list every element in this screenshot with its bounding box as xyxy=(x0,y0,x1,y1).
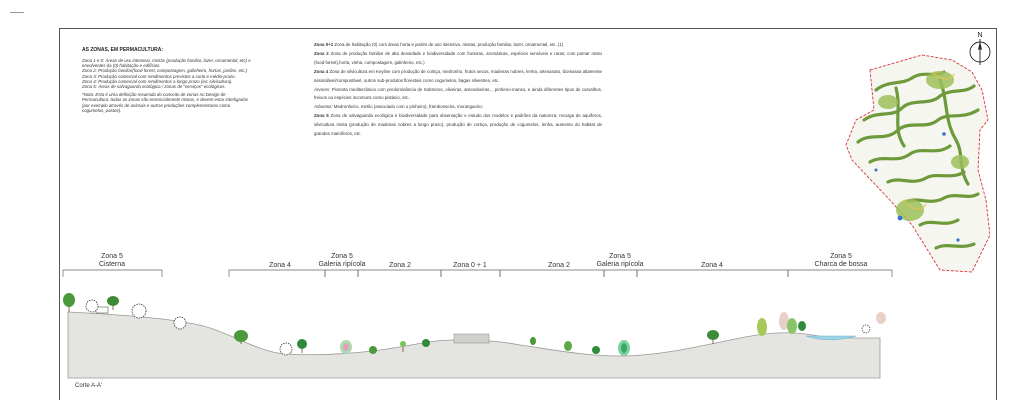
tree xyxy=(340,340,352,354)
cistern-tank xyxy=(96,307,108,313)
zone-bracket-z5-galeria-left xyxy=(325,270,358,277)
building-block xyxy=(454,334,489,343)
zone-label-line: Zona 5 xyxy=(830,253,852,260)
desc-head: Zona 2 xyxy=(314,50,329,56)
zone-bracket-z5-cisterna xyxy=(63,270,162,277)
zone-label-z5-galeria-right xyxy=(588,253,652,269)
zone-label-z01 xyxy=(438,262,502,270)
tree xyxy=(297,339,307,353)
north-label: N xyxy=(977,32,983,39)
zone-label-line: Charca de bossa xyxy=(814,261,868,268)
section-caption: Corte A-A' xyxy=(75,383,103,389)
zone-label-line: Zona 0 + 1 xyxy=(453,262,487,269)
zones-legend-line: Zona 3: Produção comercial com rendimentos previstos a curto e médio-prazo. xyxy=(82,73,236,79)
desc-head: Arbustos: xyxy=(314,104,333,110)
tree xyxy=(757,318,767,336)
tree xyxy=(530,337,536,345)
tree xyxy=(862,325,870,333)
zone-label-line: Zona 2 xyxy=(548,262,570,269)
zone-label-line: Zona 4 xyxy=(701,262,723,269)
zone-label-line: Galeria ripícola xyxy=(596,261,644,268)
zone-label-z5-galeria-left xyxy=(310,253,374,269)
tree xyxy=(564,341,572,351)
zones-note-line: (por exemplo através de animais e outras produções complementares como xyxy=(82,102,231,108)
desc-text: Zona de silvicultura em Keyline com produção de cortiça, medronho, frutos secos, madeiras nobres, lenha, artesanato, biomassa altamente assimilável/compostável, outros sub-produtos florestais como cogumelos, bagas silvestres, etc. xyxy=(314,68,602,83)
zone-label-z2-left xyxy=(368,262,432,270)
tree xyxy=(107,296,119,310)
desc-text: Medronheiro, mirtilo (associado com o pinheiro), framboeseira, morangueiro; xyxy=(333,104,483,110)
zone-label-z5-charca xyxy=(806,253,876,269)
zones-legend-line: Zona 1 e 0: Áreas de uso intensivo, mistas (produção familiar, lazer, ornamental, etc) e xyxy=(82,58,251,63)
tree xyxy=(174,317,186,329)
desc-text: Floresta mediterrânica com predominância de Sobreiros, oliveiras, amendoeiras, , pinheiro-manso, e ainda diferentes tipos de carvalhos, freixos ou espécies incomuns como pistácio, etc.. xyxy=(314,86,602,101)
zone-brackets xyxy=(63,270,892,277)
zone-bracket-z01 xyxy=(441,270,500,277)
zone-bracket-z4-right xyxy=(637,270,788,277)
zone-bracket-z2-right xyxy=(500,270,604,277)
tree xyxy=(707,330,719,344)
desc-text: Zona de salvaguarda ecológica e biodiversidade para observação e estudo dos modelos e padrões da natureza; recarga de aquíferos, silvicultura mista (produção de madeiras nobres a longo prazo), produção de cortiça, produção de cogumelos, lenha, aumento do habitat de grandes mamíferos, etc. xyxy=(314,113,602,137)
zones-legend-line: Zona 4: Produção comercial com rendimentos a longo prazo (ex: silvicultura). xyxy=(82,78,233,84)
zones-legend-line: envolventes da (0) habitação e edifícios. xyxy=(82,63,161,69)
zones-legend-line: Zona 2: Produção familiar(food-forest, compostagem, galinheiro, hortas, jardins, etc.) xyxy=(82,68,248,74)
desc-head: Árvores: xyxy=(314,86,331,92)
zones-legend-line: Zona 5: Áreas de salvaguarda ecológica / zonas de "serviços" ecológicos. xyxy=(82,84,226,90)
zones-note-line: cogumelos, pastos). xyxy=(82,107,122,113)
tree xyxy=(787,318,797,334)
zone-bracket-z5-galeria-right xyxy=(604,270,637,277)
zone-label-z2-right xyxy=(527,262,591,270)
zones-legend-title: AS ZONAS, EM PERMACULTURA: xyxy=(82,47,164,53)
tree xyxy=(618,340,630,356)
zone-label-z4-left xyxy=(248,262,312,270)
tree xyxy=(63,293,75,312)
desc-text: Zona de habitação (0) com áreas horta e jardim de uso intensivo, mistas, produção familiar, lazer, ornamental, etc. (1) xyxy=(334,42,564,47)
desc-text: Zona de produção familiar de alta densidade e biodiversidade com fruteiras, aromáticas, espécies sensíveis e raras; com pomar misto (food-forest),horta, vinha, compostagem, galinheiro, etc.) xyxy=(314,50,602,65)
zone-bracket-z5-charca xyxy=(788,270,892,277)
desc-head: Zona 5 xyxy=(314,113,329,119)
tree xyxy=(592,346,600,354)
zone-label-z5-cisterna xyxy=(80,253,144,269)
zone-label-line: Galeria ripícola xyxy=(318,261,366,268)
tree xyxy=(280,343,292,355)
zone-bracket-z4-left xyxy=(229,270,325,277)
zone-label-line: Cisterna xyxy=(98,261,126,268)
desc-head: Zona 0+1 xyxy=(314,42,334,47)
zone-bracket-z2-left xyxy=(358,270,441,277)
zones-note-line: *Nota: Esta é uma definição resumida do conceito de zonas no Design de xyxy=(82,92,226,98)
tree xyxy=(798,321,806,331)
tree xyxy=(422,339,430,347)
zone-label-line: Zona 5 xyxy=(609,253,631,260)
tree xyxy=(132,304,146,318)
tree xyxy=(86,300,98,312)
desc-head: Zona 4 xyxy=(314,68,329,74)
tree xyxy=(369,346,377,354)
zone-label-line: Zona 2 xyxy=(389,262,411,269)
zone-label-line: Zona 5 xyxy=(331,253,353,260)
zone-label-line: Zona 4 xyxy=(269,262,291,269)
zones-note-line: Permacultura: todas as zonas são essencialmente mistas, e devem estar interligadas xyxy=(82,97,248,103)
zone-label-line: Zona 5 xyxy=(101,253,123,260)
zone-label-z4-right xyxy=(680,262,744,270)
tree xyxy=(876,312,886,324)
